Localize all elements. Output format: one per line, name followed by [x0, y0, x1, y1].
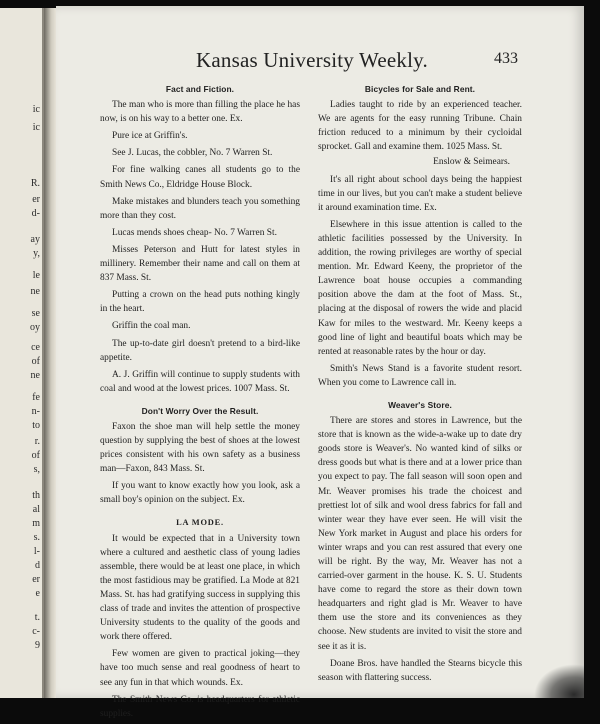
paragraph: Make mistakes and blunders teach you something more than they cost. — [100, 196, 300, 221]
facing-page-fragment: er — [32, 194, 40, 205]
facing-page-fragment: ic — [32, 104, 40, 115]
thumb-shadow — [534, 664, 584, 698]
page-header — [56, 44, 584, 76]
paragraph: The Smith News Co. is headquarters for athletic supplies. — [100, 694, 300, 719]
facing-page-fragment: r. — [34, 436, 40, 447]
paragraph: If you want to know exactly how you look, ask a small boy's opinion on the subject. Ex. — [100, 481, 300, 506]
facing-page-fragment: d- — [31, 208, 40, 219]
facing-page-fragment: s. — [33, 532, 40, 543]
facing-page-fragment: s, — [33, 464, 40, 475]
left-column — [100, 82, 300, 724]
facing-page-fragment: fe — [32, 392, 40, 403]
paragraph: See J. Lucas, the cobbler, No. 7 Warren St. — [112, 148, 273, 159]
section-heading-bicycles: Bicycles for Sale and Rent. — [364, 84, 476, 94]
paragraph: Few women are given to practical joking—they have too much sense and real goodness of heart to see any fun in that which wounds. Ex. — [100, 649, 300, 688]
facing-page-fragment: n- — [31, 406, 40, 417]
facing-page-fragment: R. — [30, 178, 40, 189]
facing-page-fragment: e — [35, 588, 40, 599]
facing-page-fragment: 9 — [35, 640, 40, 651]
facing-page-fragment: t. — [34, 612, 40, 623]
facing-page-fragment: of — [31, 450, 40, 461]
facing-page-fragment: l- — [33, 546, 40, 557]
section-heading-dont-worry: Don't Worry Over the Result. — [141, 405, 259, 416]
paragraph: Putting a crown on the head puts nothing kingly in the heart. — [100, 290, 300, 315]
facing-page-fragment: ic — [32, 122, 40, 133]
section-heading-fact-and-fiction: Fact and Fiction. — [165, 84, 235, 94]
facing-page-fragment: to — [32, 420, 40, 431]
facing-page-fragment: ce — [31, 342, 40, 353]
facing-page-fragment: le — [32, 270, 40, 281]
facing-page-fragment: th — [32, 490, 40, 501]
paragraph: Doane Bros. have handled the Stearns bicycle this season with flattering success. — [318, 658, 522, 683]
facing-page-fragment: er — [32, 574, 40, 585]
facing-page-fragment: y, — [33, 248, 40, 259]
section-heading-weavers-store: Weaver's Store. — [388, 399, 452, 410]
paragraph: It's all right about school days being the happiest time in our lives, but you can't make a student believe it around examination time. Ex. — [318, 174, 522, 213]
facing-page-fragment: ne — [30, 286, 40, 297]
paragraph: For fine walking canes all students go to the Smith News Co., Eldridge House Block. — [100, 165, 300, 190]
facing-page-fragment: of — [31, 356, 40, 367]
facing-page-fragment: ne — [30, 370, 40, 381]
paragraph: Faxon the shoe man will help settle the money question by supplying the best of shoes at the lowest prices consistent with his own safety as a business man—Faxon, 843 Mass. St. — [100, 421, 300, 475]
facing-page-fragment: m — [32, 518, 40, 529]
facing-page-fragment: se — [31, 308, 40, 319]
paragraph: Griffin the coal man. — [112, 321, 191, 332]
page-number: 433 — [494, 50, 518, 67]
paragraph: There are stores and stores in Lawrence, but the store that is known as the wide-a-wake up to date dry goods store is Weaver's. No wanted kind of silks or dress goods but what is there and at a lower price than you expect to pay. The fall season will soon open and Mr. Weaver promises his trade the choicest and prettiest lot of silk and wool dress fabrics for fall and winter wear they have ever seen. He will visit the New York market in August and place his orders for winter wraps and you can rest assured that every one will be right. By the way, Mr. Weaver has not a carried-over garment in the house. K. S. U. Students have come to regard the store as their down town headquarters and right glad is Mr. Weaver to have them use the store and its conveniences as they choose. New students are invited to visit the store and see it as it is. — [318, 416, 522, 652]
paragraph: Lucas mends shoes cheap- No. 7 Warren St. — [112, 227, 277, 238]
paragraph: A. J. Griffin will continue to supply students with coal and wood at the lowest prices. 1007 Mass. St. — [100, 369, 300, 394]
paragraph: It would be expected that in a University town where a cultured and aesthetic class of young ladies assemble, there would be at least one place, in which the most fastidious may be gratified. La Mode at 821 Mass. St. has had gratifying success in supplying this class of trade and invites the attention of prospective University students to the quality of the goods and work there offered. — [100, 533, 300, 643]
paragraph: Elsewhere in this issue attention is called to the athletic facilities possessed by the University. In addition, the rowing privileges are worthy of special mention. Mr. Edward Keeny, the proprietor of the Lawrence boat house occupies a commanding position above the dam at the foot of Mass. St., placing at the disposal of rowers the wide and placid Kaw for miles to the westward. Mr. Keeny keeps a good line of light and beautiful boats which may be rented at reasonable rates by the hour or day. — [318, 219, 522, 357]
facing-page-edge — [0, 8, 44, 698]
paragraph: The up-to-date girl doesn't pretend to a bird-like appetite. — [100, 338, 300, 363]
facing-page-fragment: d — [35, 560, 40, 571]
section-heading-la-mode: LA MODE. — [176, 517, 224, 527]
paragraph: The man who is more than filling the place he has now, is on his way to a better one. Ex. — [100, 100, 300, 125]
book-gutter — [44, 8, 56, 698]
paragraph: Smith's News Stand is a favorite student resort. When you come to Lawrence call in. — [318, 363, 522, 388]
scan-background — [584, 0, 600, 704]
right-column — [318, 82, 522, 688]
facing-page-fragment: al — [32, 504, 40, 515]
magazine-page — [56, 6, 584, 719]
facing-page-fragment: ay — [30, 234, 40, 245]
paragraph: Misses Peterson and Hutt for latest styles in millinery. Remember their name and call on them at 837 Mass. St. — [100, 244, 300, 284]
facing-page-fragment: oy — [30, 322, 40, 333]
facing-page-fragment: c- — [32, 626, 40, 637]
running-title: Kansas University Weekly. — [196, 48, 428, 72]
paragraph: Pure ice at Griffin's. — [112, 131, 188, 142]
paragraph: Ladies taught to ride by an experienced teacher. We are agents for the easy running Tribune. Chain friction reduced to a minimum by their cycloidal sprocket. Gall and examine them. 1025 Mass. St. — [318, 100, 522, 153]
signature: Enslow & Seimears. — [433, 157, 510, 168]
